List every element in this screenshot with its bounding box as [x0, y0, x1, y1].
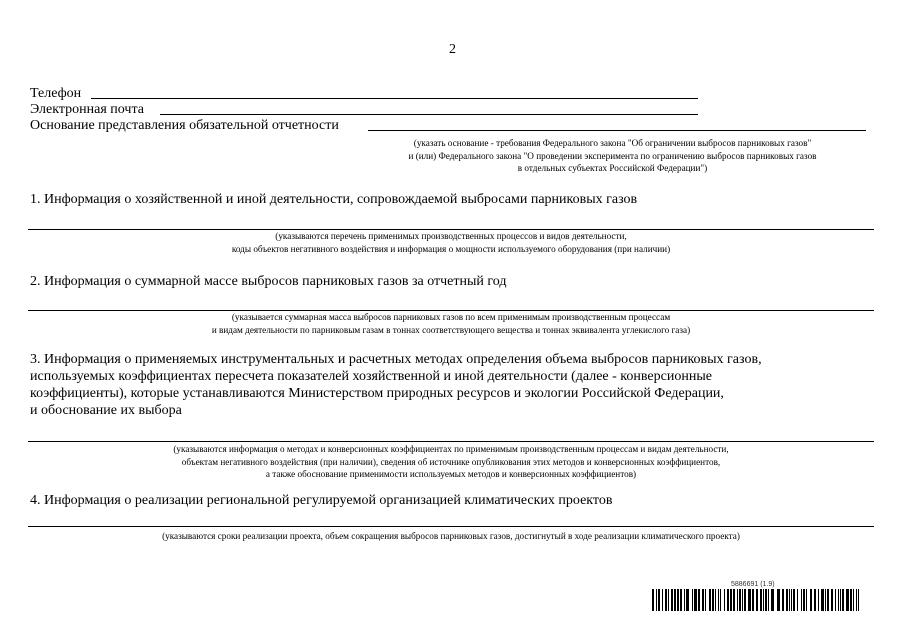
- barcode-bar: [686, 589, 689, 611]
- barcode-bar: [674, 589, 676, 611]
- hint-line: а также обоснование применимости используемых методов и конверсионных коэффициентов): [265, 469, 637, 479]
- barcode-bar: [825, 589, 826, 611]
- basis-hint-line: (указать основание - требования Федерального закона "Об ограничении выбросов парниковых газов": [413, 138, 812, 148]
- barcode-bar: [777, 589, 780, 611]
- hint-line: и видам деятельности по парниковым газам в тоннах соответствующего вещества и тоннах эквивалента углекислого газа): [211, 324, 691, 335]
- barcode-bar: [791, 589, 792, 611]
- barcode-bar: [718, 589, 719, 611]
- barcode-bar: [810, 589, 812, 611]
- barcode-bar: [662, 589, 663, 611]
- barcode-bar: [727, 589, 729, 611]
- barcode-bar: [665, 589, 667, 611]
- barcode-bar: [803, 589, 805, 611]
- barcode-bar: [765, 589, 767, 611]
- section-4-hint: [28, 530, 874, 543]
- barcode-bar: [677, 589, 679, 611]
- barcode-bar: [835, 589, 836, 611]
- barcode-bar: [733, 589, 735, 611]
- basis-hint-line: и (или) Федерального закона "О проведении эксперимента по ограничению выбросов парниковых газов: [408, 150, 817, 161]
- barcode-bar: [814, 589, 816, 611]
- barcode-bar: [789, 589, 790, 611]
- barcode-bar: [748, 589, 751, 611]
- barcode-bar: [724, 589, 725, 611]
- section-2-hint: [28, 311, 874, 336]
- barcode-bar: [737, 589, 738, 611]
- barcode-bar: [786, 589, 788, 611]
- email-label: Электронная почта: [30, 102, 144, 117]
- barcode-bar: [658, 589, 660, 611]
- basis-hint-line: в отдельных субъектах Российской Федерации"): [517, 163, 708, 173]
- barcode-bar: [827, 589, 829, 611]
- barcode-bar: [720, 589, 721, 611]
- basis-label: Основание представления обязательной отчетности: [30, 118, 339, 133]
- barcode-bar: [744, 589, 746, 611]
- hint-line: (указываются перечень применимых производственных процессов и видов деятельности,: [275, 231, 627, 241]
- barcode-bar: [760, 589, 762, 611]
- barcode-bar: [853, 589, 854, 611]
- barcode-bar: [842, 589, 844, 611]
- barcode-bar: [840, 589, 841, 611]
- barcode-bar: [694, 589, 697, 611]
- section-4-title: 4. Информация о реализации региональной регулируемой организацией климатических проектов: [30, 493, 613, 508]
- barcode-bar: [797, 589, 798, 611]
- barcode-bar: [702, 589, 704, 611]
- barcode-bar: [850, 589, 852, 611]
- barcode-bar: [801, 589, 802, 611]
- section-2-title: 2. Информация о суммарной массе выбросов парниковых газов за отчетный год: [30, 274, 507, 289]
- barcode-bar: [698, 589, 700, 611]
- barcode-bar: [806, 589, 807, 611]
- hint-line: объектам негативного воздействия (при наличии), сведения об источнике опубликования этих методов и конверсионных коэффициентов,: [181, 456, 721, 467]
- barcode: [652, 589, 861, 611]
- hint-line: (указывается суммарная масса выбросов парниковых газов по всем применимым производственным процессам: [231, 312, 671, 322]
- barcode-bar: [818, 589, 819, 611]
- phone-field-line: [91, 98, 698, 99]
- page-number: 2: [449, 42, 456, 57]
- phone-label: Телефон: [30, 86, 82, 101]
- barcode-bar: [821, 589, 824, 611]
- barcode-bar: [705, 589, 706, 611]
- section-1-title: 1. Информация о хозяйственной и иной деятельности, сопровождаемой выбросами парниковых газов: [30, 192, 638, 207]
- barcode-bar: [831, 589, 833, 611]
- barcode-bar: [756, 589, 758, 611]
- email-field-line: [160, 114, 698, 115]
- barcode-bar: [715, 589, 716, 611]
- basis-hint: [360, 137, 865, 175]
- section-3-title-line: коэффициенты), которые устанавливаются Министерством природных ресурсов и экологии Российской Федерации,: [30, 386, 724, 401]
- barcode-bar: [656, 589, 657, 611]
- section-1-hint: [28, 230, 874, 255]
- barcode-bar: [680, 589, 682, 611]
- barcode-bar: [712, 589, 714, 611]
- barcode-bar: [668, 589, 669, 611]
- barcode-bar: [771, 589, 774, 611]
- section-4-rule: [28, 526, 874, 527]
- barcode-number: 5886691 (1.9): [731, 581, 775, 588]
- barcode-bar: [846, 589, 849, 611]
- barcode-bar: [742, 589, 743, 611]
- hint-line: (указываются информация о методах и конверсионных коэффициентах по применимым производственным процессам и видам деятельности,: [173, 444, 729, 454]
- barcode-bar: [684, 589, 685, 611]
- barcode-bar: [858, 589, 859, 611]
- barcode-bar: [838, 589, 839, 611]
- barcode-bar: [730, 589, 732, 611]
- barcode-bar: [768, 589, 769, 611]
- section-3-title-line: используемых коэффициентах пересчета показателей хозяйственной и иной деятельности (далее - конверсионные: [30, 369, 712, 384]
- section-3-title: [30, 351, 762, 419]
- basis-field-line: [368, 130, 866, 131]
- barcode-bar: [652, 589, 654, 611]
- hint-line: (указываются сроки реализации проекта, объем сокращения выбросов парниковых газов, достигнутый в ходе реализации климатического проекта): [162, 531, 740, 541]
- barcode-bar: [763, 589, 764, 611]
- section-3-title-line: и обоснование их выбора: [30, 403, 182, 418]
- barcode-bar: [856, 589, 857, 611]
- barcode-bar: [752, 589, 754, 611]
- barcode-bar: [709, 589, 711, 611]
- barcode-bar: [739, 589, 741, 611]
- section-3-title-line: 3. Информация о применяемых инструментальных и расчетных методах определения объема выбросов парниковых газов,: [30, 352, 762, 367]
- hint-line: коды объектов негативного воздействия и информация о мощности используемого оборудования (при наличии): [231, 243, 671, 254]
- barcode-bar: [671, 589, 673, 611]
- section-3-hint: [28, 443, 874, 481]
- barcode-bar: [793, 589, 795, 611]
- barcode-bar: [692, 589, 693, 611]
- barcode-bar: [782, 589, 784, 611]
- section-3-rule: [28, 441, 874, 442]
